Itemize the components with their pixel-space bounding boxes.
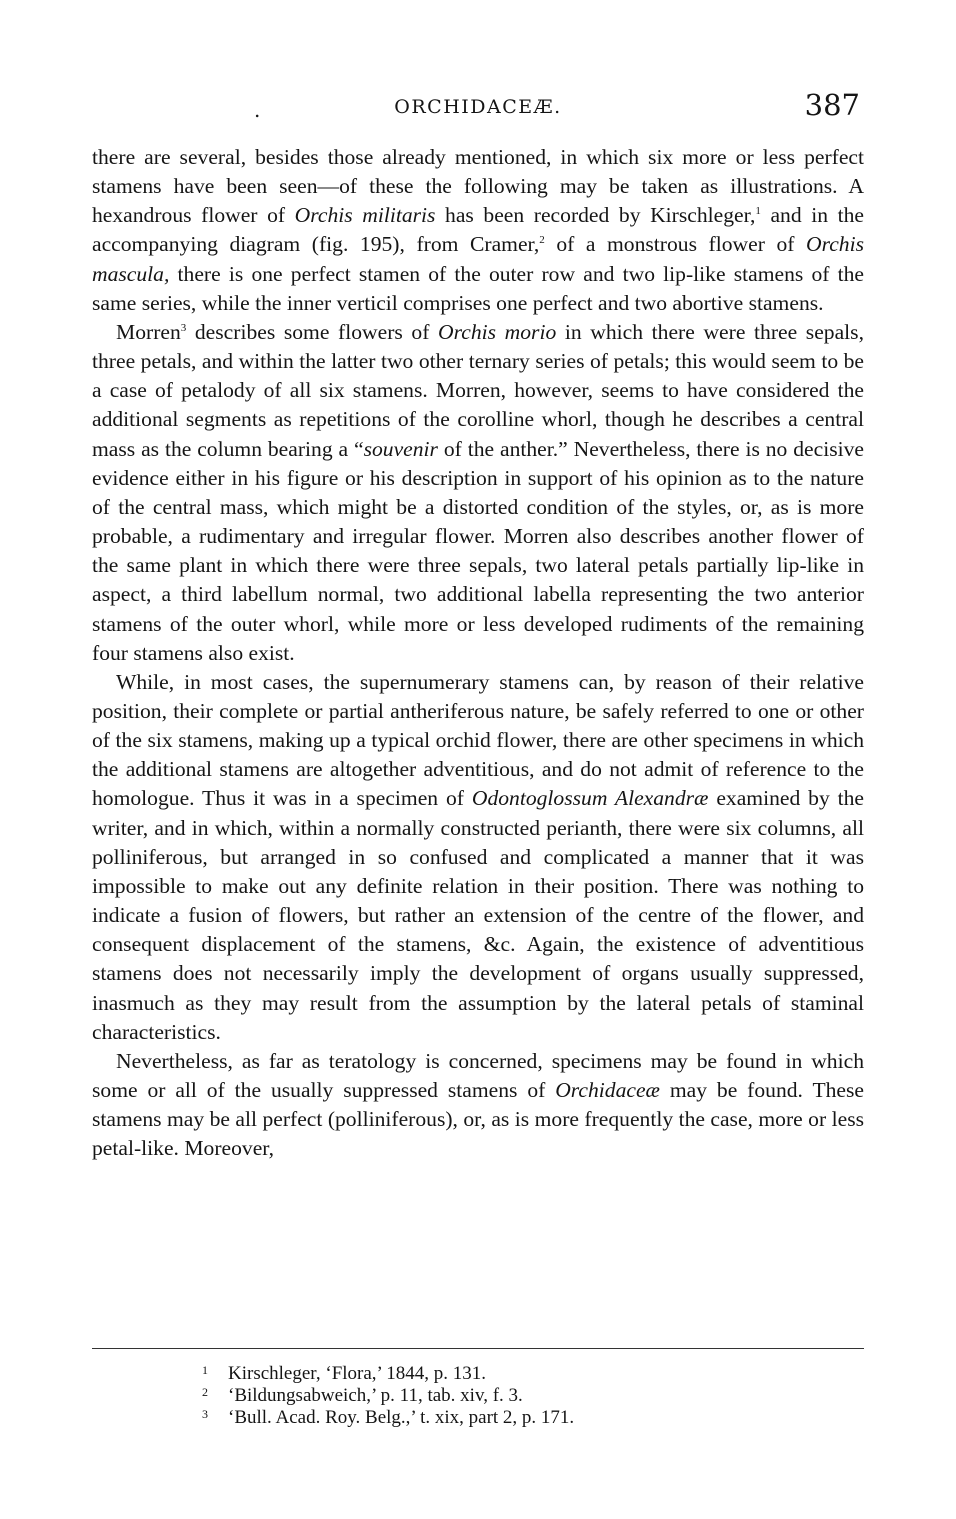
text-run: of the anther.” Nevertheless, there is no decisive evidence either in his figure or his description in support of his opinion as to the nature of the central mass, which might be a distorted condition of the styles, or, as is more probable, a rudimentary and irregular flower. Morren also describes another flower of the same plant in which there were three sepals, two lateral petals partially lip-like in aspect, a third labellum normal, two additional labella representing the two anterior stamens of the outer whorl, while more or less developed rudiments of the remaining four stamens also exist. bbox=[92, 436, 864, 665]
text-run: While, in most cases, the supernumerary stamens can, by reason of their relative position, their complete or partial antheriferous nature, be safely referred to one or other of the six stamens, making up a typical orchid flower, there are other specimens in which the additional stamens are altogether adventitious, and do not admit of reference to the homologue. Thus it was in a specimen of bbox=[92, 669, 864, 811]
footnote-mark: 3 bbox=[202, 1407, 208, 1421]
body-text bbox=[92, 143, 864, 1163]
footnote-text: ‘Bull. Acad. Roy. Belg.,’ t. xix, part 2, p. 171. bbox=[228, 1407, 575, 1428]
text-run: has been recorded by Kirschleger, bbox=[435, 203, 756, 228]
italic-taxon: Orchis militaris bbox=[294, 203, 436, 228]
text-run: Nevertheless, as far as teratology is concerned, specimens may be found in which some or all of the usually suppressed stamens of bbox=[92, 1048, 864, 1102]
text-run: there are several, besides those already mentioned, in which six more or less perfect stamens have been seen—of these the following may be taken as illustrations. A hexandrous flower of bbox=[92, 145, 864, 228]
text-run: of a monstrous flower of bbox=[544, 232, 806, 257]
footnote bbox=[198, 1407, 798, 1429]
italic-taxon: Orchidaceæ bbox=[555, 1078, 660, 1102]
paragraph bbox=[92, 1047, 864, 1164]
italic-taxon: souvenir bbox=[363, 436, 438, 461]
header-dot: . bbox=[254, 98, 261, 122]
footnotes bbox=[198, 1363, 798, 1429]
footnote-ref: 2 bbox=[539, 234, 545, 247]
paragraph bbox=[92, 143, 864, 318]
text-run: may be found. These stamens may be all perfect (polliniferous), or, as is more frequently the case, more or less petal-like. Moreover, bbox=[92, 1078, 865, 1161]
text-run: examined by the writer, and in which, within a normally constructed perianth, there were six columns, all polliniferous, but arranged in so confused and complicated a manner that it was impossible to make out any definite relation in their position. There was nothing to indicate a fusion of flowers, but rather an extension of the centre of the flower, and consequent displacement of the stamens, &c. Again, the existence of adventitious stamens does not necessarily imply the development of organs usually suppressed, inasmuch as they may result from the assumption by the lateral petals of staminal characteristics. bbox=[92, 786, 865, 1044]
footnote-mark: 1 bbox=[202, 1363, 208, 1377]
footnote-text: Kirschleger, ‘Flora,’ 1844, p. 131. bbox=[228, 1363, 486, 1384]
page-header bbox=[92, 88, 864, 132]
footnote-ref: 3 bbox=[180, 321, 187, 334]
italic-taxon: Orchis mascula, bbox=[92, 232, 864, 286]
running-title: ORCHIDACEÆ. bbox=[394, 96, 562, 118]
italic-taxon: Orchis morio bbox=[438, 319, 557, 344]
footnote-text: ‘Bildungsabweich,’ p. 11, tab. xiv, f. 3. bbox=[228, 1385, 523, 1406]
footnote bbox=[198, 1363, 798, 1385]
page-number: 387 bbox=[804, 88, 860, 122]
footnote-divider bbox=[92, 1348, 864, 1349]
paragraph bbox=[92, 668, 864, 1047]
footnote bbox=[198, 1385, 798, 1407]
italic-taxon: Odontoglossum Alexandræ bbox=[471, 786, 709, 811]
text-run: Morren bbox=[116, 319, 181, 344]
paragraph bbox=[92, 318, 864, 668]
text-run: and in the accompanying diagram (fig. 195), from Cramer, bbox=[92, 203, 864, 257]
text-run: there is one perfect stamen of the outer row and two lip-like stamens of the same series, while the inner verticil comprises one perfect and two abortive stamens. bbox=[92, 261, 864, 315]
footnote-ref: 1 bbox=[755, 205, 761, 218]
text-run: describes some flowers of bbox=[186, 319, 439, 344]
text-run: in which there were three sepals, three petals, and within the latter two other ternary series of petals; this would seem to be a case of petalody of all six stamens. Morren, however, seems to have considered the additional segments as repetitions of the corolline whorl, though he describes a central mass as the column bearing a “ bbox=[92, 319, 864, 461]
footnote-mark: 2 bbox=[202, 1385, 208, 1399]
